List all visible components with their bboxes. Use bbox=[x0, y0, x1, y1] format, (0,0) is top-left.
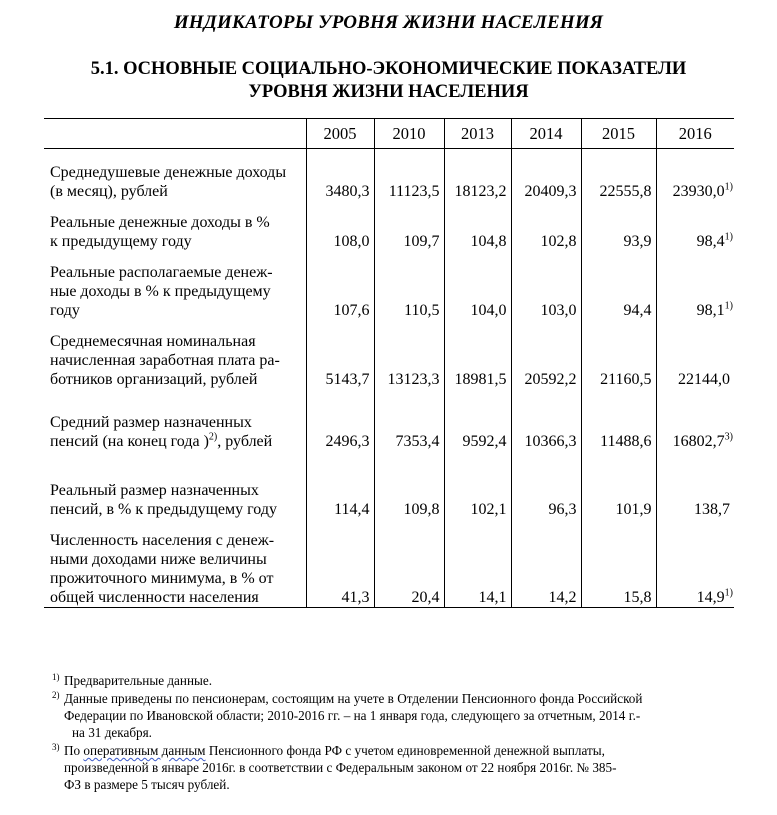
value-cell bbox=[656, 531, 734, 608]
spacer-cell bbox=[44, 320, 306, 332]
value-cell bbox=[444, 163, 511, 201]
value-cell bbox=[511, 531, 581, 608]
table-title bbox=[0, 58, 777, 104]
table-row bbox=[44, 481, 734, 519]
value-text: 10366,3 bbox=[524, 433, 577, 450]
year-header: 2005 bbox=[306, 119, 374, 149]
spacer-cell bbox=[656, 389, 734, 413]
footnote-mark: 1) bbox=[52, 672, 60, 682]
table-title-line-1: 5.1. ОСНОВНЫЕ СОЦИАЛЬНО-ЭКОНОМИЧЕСКИЕ ПОКАЗАТЕЛИ bbox=[90, 59, 687, 79]
value-text: 9592,4 bbox=[462, 433, 507, 450]
spacer-cell bbox=[656, 451, 734, 481]
spacer-cell bbox=[511, 451, 581, 481]
row-label-line bbox=[50, 263, 304, 282]
footnote-line: ФЗ в размере 5 тысяч рублей. bbox=[64, 777, 230, 792]
value-text: 14,1 bbox=[478, 589, 507, 606]
spacer-cell bbox=[44, 201, 306, 213]
spacer-cell bbox=[581, 149, 656, 164]
table-row bbox=[44, 413, 734, 451]
row-label-line bbox=[50, 569, 304, 588]
value-text: 98,4 bbox=[696, 233, 725, 250]
spacer-cell bbox=[656, 201, 734, 213]
value-text: 20409,3 bbox=[524, 183, 577, 200]
value-cell bbox=[656, 263, 734, 320]
table-row bbox=[44, 163, 734, 201]
row-label-text: Реальные располагаемые денеж- bbox=[50, 264, 273, 281]
value-text: 107,6 bbox=[333, 302, 370, 319]
value-cell bbox=[306, 413, 374, 451]
value-cell bbox=[374, 263, 444, 320]
value-text: 101,9 bbox=[615, 501, 652, 518]
value-cell bbox=[656, 332, 734, 389]
value-cell bbox=[374, 332, 444, 389]
spacer-cell bbox=[511, 251, 581, 263]
header-label-cell bbox=[44, 119, 306, 149]
row-label-line bbox=[50, 351, 304, 370]
row-spacer bbox=[44, 320, 734, 332]
spacer-cell bbox=[374, 149, 444, 164]
footnote-line: Данные приведены по пенсионерам, состоящим на учете в Отделении Пенсионного фонда Российской bbox=[64, 691, 643, 706]
value-cell bbox=[656, 213, 734, 251]
row-spacer bbox=[44, 149, 734, 164]
value-text: 23930,0 bbox=[672, 183, 725, 200]
row-label-text: Реальный размер назначенных bbox=[50, 482, 259, 499]
value-cell bbox=[656, 163, 734, 201]
row-label-line bbox=[50, 232, 304, 251]
row-label-text: прожиточного минимума, в % от bbox=[50, 570, 274, 587]
row-label-text: Численность населения с денеж- bbox=[50, 532, 275, 549]
value-text: 103,0 bbox=[540, 302, 577, 319]
row-label-line bbox=[50, 500, 304, 519]
value-text: 16802,7 bbox=[672, 433, 725, 450]
value-cell bbox=[306, 481, 374, 519]
row-label bbox=[44, 163, 306, 201]
footnote-ref: 1) bbox=[724, 300, 733, 312]
row-label-text: Среднедушевые денежные доходы bbox=[50, 164, 287, 181]
value-cell bbox=[656, 481, 734, 519]
row-label-line bbox=[50, 282, 304, 301]
value-cell bbox=[374, 531, 444, 608]
value-text: 22555,8 bbox=[599, 183, 652, 200]
value-text: 13123,3 bbox=[387, 371, 440, 388]
spacer-cell bbox=[44, 519, 306, 531]
row-label-line bbox=[50, 588, 304, 607]
spacer-cell bbox=[444, 320, 511, 332]
row-label-text: ботников организаций, рублей bbox=[50, 371, 258, 388]
row-label-text: (в месяц), рублей bbox=[50, 183, 168, 200]
row-label-text: ные доходы в % к предыдущему bbox=[50, 283, 271, 300]
header-row bbox=[44, 119, 734, 149]
spacer-cell bbox=[511, 389, 581, 413]
value-cell bbox=[374, 481, 444, 519]
spacer-cell bbox=[444, 451, 511, 481]
row-label-text: к предыдущему году bbox=[50, 233, 192, 250]
year-header: 2014 bbox=[511, 119, 581, 149]
spacer-cell bbox=[374, 519, 444, 531]
spacer-cell bbox=[374, 251, 444, 263]
spacer-cell bbox=[444, 251, 511, 263]
value-text: 2496,3 bbox=[325, 433, 370, 450]
spacer-cell bbox=[656, 519, 734, 531]
spacer-cell bbox=[374, 201, 444, 213]
footnote-ref: 1) bbox=[724, 587, 733, 599]
spacer-cell bbox=[444, 389, 511, 413]
spacer-cell bbox=[511, 149, 581, 164]
spacer-cell bbox=[444, 201, 511, 213]
row-label-line bbox=[50, 182, 304, 201]
row-label-line bbox=[50, 531, 304, 550]
value-cell bbox=[306, 332, 374, 389]
spacer-cell bbox=[444, 149, 511, 164]
value-cell bbox=[511, 481, 581, 519]
row-label-line bbox=[50, 213, 304, 232]
value-cell bbox=[581, 413, 656, 451]
footnote-ref: 1) bbox=[724, 231, 733, 243]
row-label-text: пенсий (на конец года ) bbox=[50, 433, 209, 450]
value-text: 96,3 bbox=[548, 501, 577, 518]
footnote-mark: 2) bbox=[52, 690, 60, 700]
value-cell bbox=[656, 413, 734, 451]
value-cell bbox=[511, 213, 581, 251]
value-cell bbox=[511, 163, 581, 201]
footnote-line: По оперативным данным Пенсионного фонда РФ с учетом единовременной денежной выплаты, bbox=[64, 743, 605, 758]
spacer-cell bbox=[581, 251, 656, 263]
value-cell bbox=[444, 263, 511, 320]
value-text: 102,1 bbox=[470, 501, 507, 518]
spacer-cell bbox=[306, 389, 374, 413]
value-cell bbox=[374, 413, 444, 451]
value-cell bbox=[581, 263, 656, 320]
footnote-line: Предварительные данные. bbox=[64, 673, 213, 688]
spacer-cell bbox=[306, 251, 374, 263]
row-label-text: пенсий, в % к предыдущему году bbox=[50, 501, 277, 518]
spacer-cell bbox=[656, 149, 734, 164]
row-label-text: ными доходами ниже величины bbox=[50, 551, 267, 568]
value-text: 114,4 bbox=[334, 501, 370, 518]
spacer-cell bbox=[306, 149, 374, 164]
row-label bbox=[44, 531, 306, 608]
table-title-line-2: УРОВНЯ ЖИЗНИ НАСЕЛЕНИЯ bbox=[248, 82, 529, 102]
footnote-mark: 3) bbox=[52, 742, 60, 752]
spacer-cell bbox=[581, 451, 656, 481]
footnote bbox=[52, 742, 732, 793]
spacer-cell bbox=[656, 251, 734, 263]
spacer-cell bbox=[44, 149, 306, 164]
value-cell bbox=[511, 263, 581, 320]
value-text: 20592,2 bbox=[524, 371, 577, 388]
value-text: 110,5 bbox=[404, 302, 440, 319]
spacer-cell bbox=[306, 519, 374, 531]
value-cell bbox=[581, 163, 656, 201]
table-row bbox=[44, 213, 734, 251]
footnote-line: на 31 декабря. bbox=[72, 725, 152, 740]
spacer-cell bbox=[374, 320, 444, 332]
spacer-cell bbox=[511, 519, 581, 531]
value-text: 104,0 bbox=[470, 302, 507, 319]
section-title: ИНДИКАТОРЫ УРОВНЯ ЖИЗНИ НАСЕЛЕНИЯ bbox=[173, 12, 604, 33]
value-cell bbox=[581, 531, 656, 608]
value-text: 41,3 bbox=[341, 589, 370, 606]
table-row bbox=[44, 332, 734, 389]
row-label-line bbox=[50, 413, 304, 432]
value-cell bbox=[306, 163, 374, 201]
row-spacer bbox=[44, 519, 734, 531]
spellcheck-underline: оперативным данным bbox=[83, 743, 206, 758]
row-spacer bbox=[44, 251, 734, 263]
footnote-ref: 1) bbox=[724, 181, 733, 193]
row-label-line bbox=[50, 432, 304, 451]
year-header: 2015 bbox=[581, 119, 656, 149]
value-cell bbox=[581, 213, 656, 251]
row-label-text: Средний размер назначенных bbox=[50, 414, 252, 431]
value-text: 7353,4 bbox=[395, 433, 440, 450]
footnote bbox=[52, 690, 732, 741]
value-text: 14,9 bbox=[696, 589, 725, 606]
footnote bbox=[52, 672, 732, 689]
value-cell bbox=[374, 163, 444, 201]
value-text: 5143,7 bbox=[325, 371, 370, 388]
spacer-cell bbox=[511, 201, 581, 213]
spacer-cell bbox=[511, 320, 581, 332]
value-cell bbox=[581, 481, 656, 519]
value-text: 18981,5 bbox=[454, 371, 507, 388]
spacer-cell bbox=[581, 320, 656, 332]
spacer-cell bbox=[44, 389, 306, 413]
row-label-line bbox=[50, 301, 304, 320]
value-cell bbox=[511, 413, 581, 451]
value-text: 93,9 bbox=[623, 233, 652, 250]
value-cell bbox=[444, 481, 511, 519]
value-cell bbox=[374, 213, 444, 251]
value-text: 108,0 bbox=[333, 233, 370, 250]
value-cell bbox=[444, 531, 511, 608]
year-header: 2016 bbox=[656, 119, 734, 149]
year-header: 2013 bbox=[444, 119, 511, 149]
table-row bbox=[44, 263, 734, 320]
value-cell bbox=[306, 263, 374, 320]
spacer-cell bbox=[306, 201, 374, 213]
value-cell bbox=[306, 213, 374, 251]
spacer-cell bbox=[581, 389, 656, 413]
row-label-line bbox=[50, 332, 304, 351]
value-text: 18123,2 bbox=[454, 183, 507, 200]
value-text: 15,8 bbox=[623, 589, 652, 606]
footnotes bbox=[52, 672, 732, 794]
indicators-table bbox=[44, 118, 734, 608]
value-cell bbox=[511, 332, 581, 389]
row-label bbox=[44, 481, 306, 519]
value-text: 98,1 bbox=[696, 302, 725, 319]
value-cell bbox=[581, 332, 656, 389]
spacer-cell bbox=[581, 519, 656, 531]
value-text: 14,2 bbox=[548, 589, 577, 606]
row-label-line bbox=[50, 550, 304, 569]
row-label-text: Реальные денежные доходы в % bbox=[50, 214, 270, 231]
row-label-tail: , рублей bbox=[217, 433, 273, 450]
spacer-cell bbox=[306, 451, 374, 481]
row-label bbox=[44, 332, 306, 389]
value-text: 11488,6 bbox=[600, 433, 652, 450]
value-text: 109,7 bbox=[403, 233, 440, 250]
row-spacer bbox=[44, 201, 734, 213]
value-text: 109,8 bbox=[403, 501, 440, 518]
row-label-text: году bbox=[50, 302, 80, 319]
value-text: 102,8 bbox=[540, 233, 577, 250]
value-cell bbox=[306, 531, 374, 608]
table-row bbox=[44, 531, 734, 608]
year-header: 2010 bbox=[374, 119, 444, 149]
row-label-line bbox=[50, 481, 304, 500]
row-label-text: начисленная заработная плата ра- bbox=[50, 352, 280, 369]
spacer-cell bbox=[581, 201, 656, 213]
value-text: 11123,5 bbox=[388, 183, 440, 200]
value-text: 20,4 bbox=[411, 589, 440, 606]
value-text: 138,7 bbox=[694, 501, 730, 518]
value-cell bbox=[444, 332, 511, 389]
value-text: 22144,0 bbox=[678, 371, 730, 388]
footnote-line: Федерации по Ивановской области; 2010-2016 гг. – на 1 января года, следующего за отчетным, 2014 г.- bbox=[64, 708, 641, 723]
footnote-ref: 2) bbox=[208, 431, 218, 443]
spacer-cell bbox=[44, 251, 306, 263]
row-label-line bbox=[50, 163, 304, 182]
row-label-text: общей численности населения bbox=[50, 589, 259, 606]
row-label bbox=[44, 413, 306, 451]
value-text: 21160,5 bbox=[600, 371, 652, 388]
row-label bbox=[44, 213, 306, 251]
value-cell bbox=[444, 213, 511, 251]
row-spacer bbox=[44, 451, 734, 481]
row-label-line bbox=[50, 370, 304, 389]
value-cell bbox=[444, 413, 511, 451]
row-spacer bbox=[44, 389, 734, 413]
value-text: 104,8 bbox=[470, 233, 507, 250]
value-text: 94,4 bbox=[623, 302, 652, 319]
table-body bbox=[44, 149, 734, 608]
spacer-cell bbox=[656, 320, 734, 332]
spacer-cell bbox=[444, 519, 511, 531]
row-label-text: Среднемесячная номинальная bbox=[50, 333, 256, 350]
footnote-ref: 3) bbox=[724, 431, 733, 443]
spacer-cell bbox=[374, 389, 444, 413]
value-text: 3480,3 bbox=[325, 183, 370, 200]
spacer-cell bbox=[306, 320, 374, 332]
spacer-cell bbox=[44, 451, 306, 481]
footnote-line: произведенной в январе 2016г. в соответствии с Федеральным законом от 22 ноября 2016г. № 385- bbox=[64, 760, 617, 775]
row-label bbox=[44, 263, 306, 320]
spacer-cell bbox=[374, 451, 444, 481]
